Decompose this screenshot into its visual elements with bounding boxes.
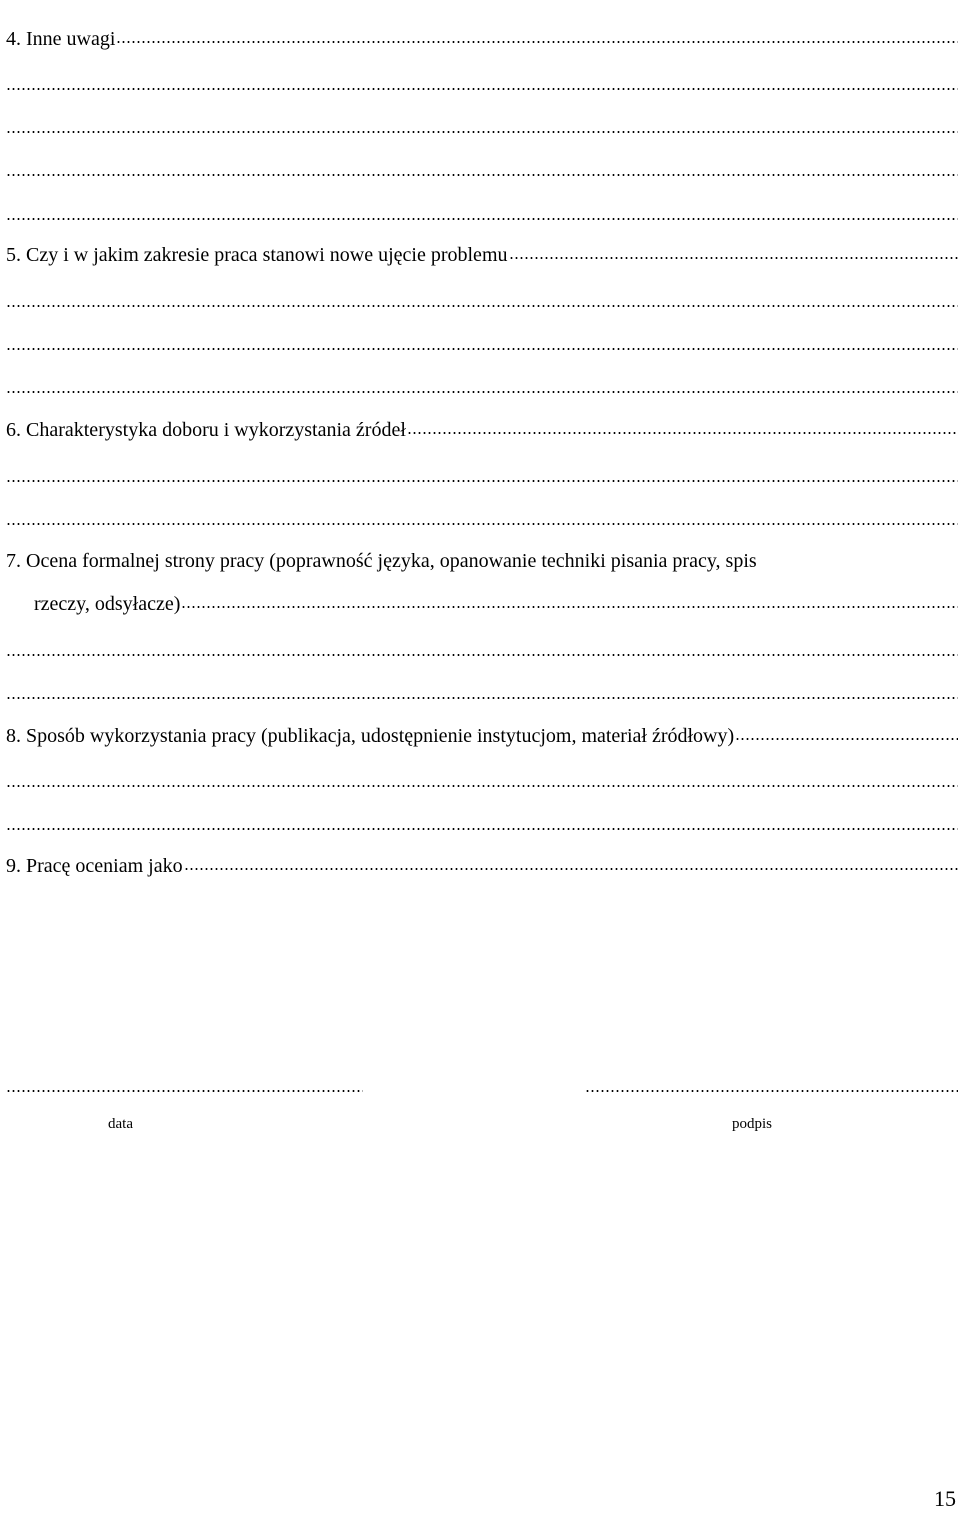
dotted-line[interactable]: [6, 636, 958, 660]
section-7-heading: [6, 549, 958, 573]
section-5-text: 5. Czy i w jakim zakresie praca stanowi nowe ujęcie problemu: [6, 244, 508, 266]
dotted-leader: [509, 257, 959, 259]
section-9-heading: [6, 854, 958, 878]
dotted-line[interactable]: [6, 505, 958, 529]
dotted-line[interactable]: [6, 330, 958, 354]
dotted-line[interactable]: [6, 70, 958, 94]
section-6-heading: [6, 418, 958, 442]
section-4-heading: [6, 27, 958, 51]
dotted-line[interactable]: [6, 287, 958, 311]
dotted-leader: [116, 41, 958, 43]
section-4-text: 4. Inne uwagi: [6, 28, 116, 50]
section-5-heading: [6, 243, 958, 267]
section-7-continuation: [34, 592, 958, 616]
page-number: 15: [934, 1486, 956, 1511]
section-7-continuation-text: rzeczy, odsyłacze): [34, 593, 181, 615]
dotted-line[interactable]: [6, 767, 958, 791]
dotted-line[interactable]: [6, 156, 958, 180]
dotted-leader: [181, 606, 958, 608]
dotted-line[interactable]: [6, 810, 958, 834]
dotted-leader: [407, 432, 958, 434]
dotted-leader: [184, 868, 958, 870]
dotted-line[interactable]: [6, 200, 958, 224]
dotted-line: [6, 0, 958, 4]
date-label: data: [108, 1116, 133, 1132]
section-7-text: 7. Ocena formalnej strony pracy (poprawność języka, opanowanie techniki pisania pracy, spis: [6, 550, 757, 572]
section-8-heading: [6, 724, 958, 748]
section-6-text: 6. Charakterystyka doboru i wykorzystania źródeł: [6, 419, 406, 441]
dotted-line[interactable]: [6, 113, 958, 137]
dotted-leader: [735, 738, 958, 740]
date-dotted-line[interactable]: [6, 1090, 363, 1092]
signature-dotted-line[interactable]: [585, 1090, 958, 1092]
section-8-text: 8. Sposób wykorzystania pracy (publikacja, udostępnienie instytucjom, materiał źródłowy): [6, 725, 735, 747]
section-9-text: 9. Pracę oceniam jako: [6, 855, 183, 877]
signature-label: podpis: [732, 1116, 773, 1132]
dotted-line[interactable]: [6, 462, 958, 486]
dotted-line[interactable]: [6, 373, 958, 397]
dotted-line[interactable]: [6, 679, 958, 703]
